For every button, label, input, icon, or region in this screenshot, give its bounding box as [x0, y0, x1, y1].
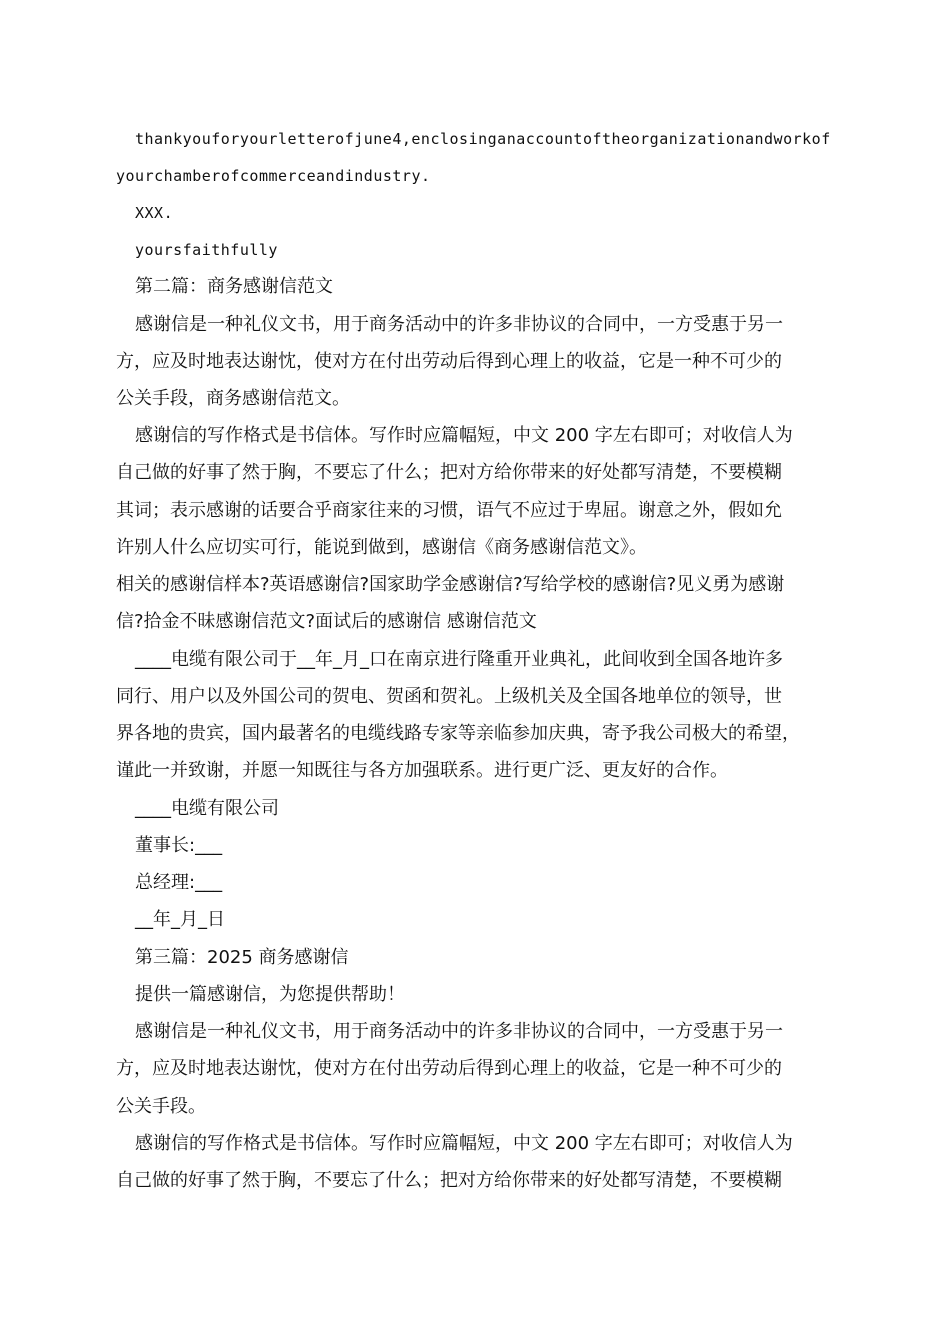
text-line: 方，应及时地表达谢忱，使对方在付出劳动后得到心理上的收益，它是一种不可少的	[116, 1058, 782, 1079]
text-line: 公关手段，商务感谢信范文。	[116, 388, 350, 409]
text-line: 公关手段。	[116, 1096, 206, 1117]
text-line: 谨此一并致谢，并愿一知既往与各方加强联系。进行更广泛、更友好的合作。	[116, 760, 728, 781]
text-line: 相关的感谢信样本?英语感谢信?国家助学金感谢信?写给学校的感谢信?见义勇为感谢	[116, 574, 785, 595]
text-line: 同行、用户以及外国公司的贺电、贺函和贺礼。上级机关及全国各地单位的领导，世	[116, 686, 782, 707]
text-line: 感谢信是一种礼仪文书，用于商务活动中的许多非协议的合同中，一方受惠于另一	[135, 314, 783, 335]
text-line: 感谢信的写作格式是书信体。写作时应篇幅短，中文 200 字左右即可；对收信人为	[135, 1133, 793, 1154]
text-line: 董事长:___	[135, 835, 223, 856]
text-line: 总经理:___	[135, 872, 223, 893]
text-line: 自己做的好事了然于胸，不要忘了什么；把对方给你带来的好处都写清楚，不要模糊	[116, 462, 782, 483]
text-line: __年_月_日	[135, 909, 225, 930]
text-line: 信?拾金不昧感谢信范文?面试后的感谢信 感谢信范文	[116, 611, 537, 632]
text-line: ____电缆有限公司于__年_月_口在南京进行隆重开业典礼，此间收到全国各地许多	[135, 649, 783, 670]
text-line: XXX.	[135, 204, 174, 222]
text-line: yoursfaithfully	[135, 241, 278, 259]
text-line: 许别人什么应切实可行，能说到做到，感谢信《商务感谢信范文》。	[116, 537, 647, 558]
text-line: 自己做的好事了然于胸，不要忘了什么；把对方给你带来的好处都写清楚，不要模糊	[116, 1170, 782, 1191]
text-line: 感谢信的写作格式是书信体。写作时应篇幅短，中文 200 字左右即可；对收信人为	[135, 425, 793, 446]
text-line: 感谢信是一种礼仪文书，用于商务活动中的许多非协议的合同中，一方受惠于另一	[135, 1021, 783, 1042]
text-line: ____电缆有限公司	[135, 798, 279, 819]
text-line: yourchamberofcommerceandindustry.	[116, 167, 431, 185]
text-line: 提供一篇感谢信，为您提供帮助！	[135, 984, 405, 1005]
text-line: 方，应及时地表达谢忱，使对方在付出劳动后得到心理上的收益，它是一种不可少的	[116, 351, 782, 372]
section-heading: 第二篇：商务感谢信范文	[135, 276, 333, 297]
section-heading: 第三篇：2025 商务感谢信	[135, 947, 349, 968]
text-line: thankyouforyourletterofjune4,enclosinganaccountoftheorganizationandworkof	[135, 130, 831, 148]
text-line: 其词；表示感谢的话要合乎商家往来的习惯，语气不应过于卑屈。谢意之外，假如允	[116, 500, 782, 521]
text-line: 界各地的贵宾，国内最著名的电缆线路专家等亲临参加庆典，寄予我公司极大的希望，	[116, 723, 800, 744]
